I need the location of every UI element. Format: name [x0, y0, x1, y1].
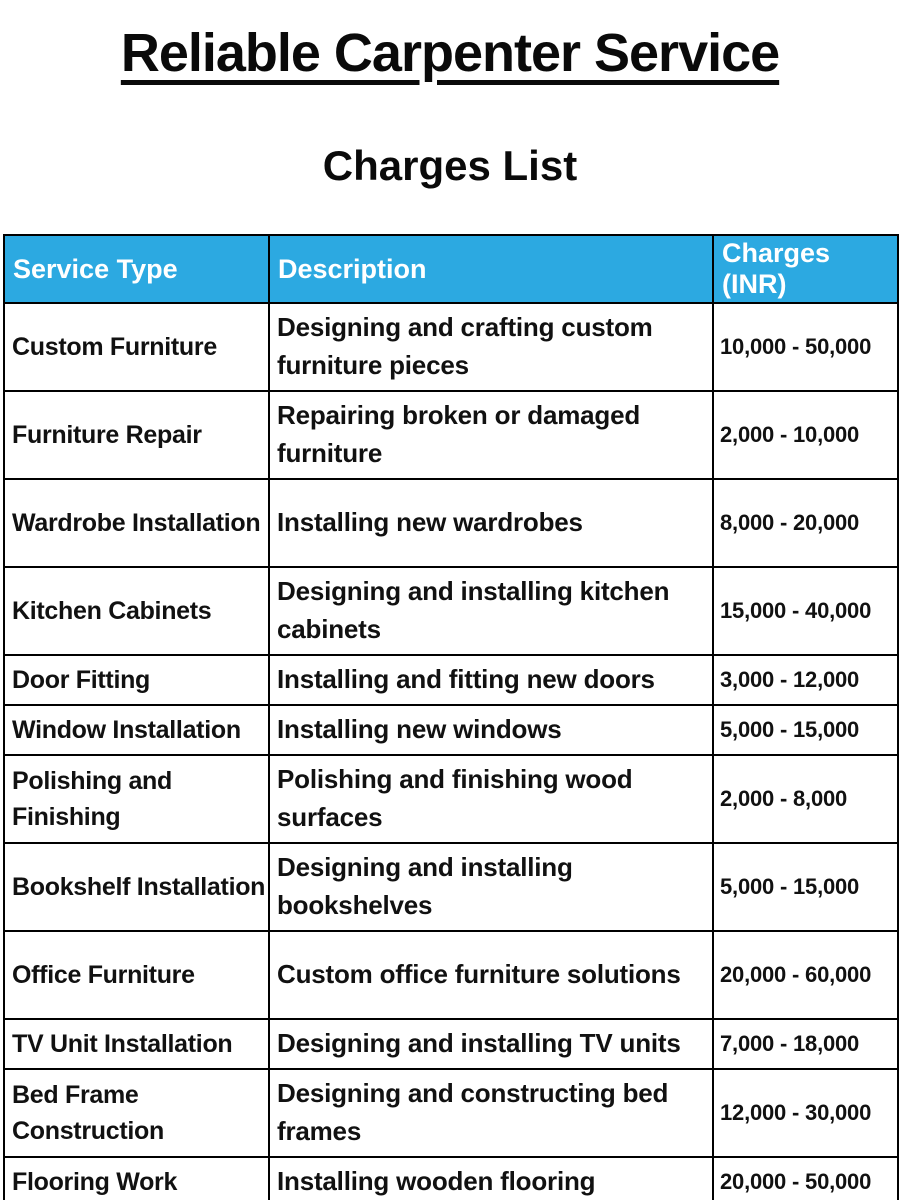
service-cell: Kitchen Cabinets [4, 567, 269, 655]
header-service-type: Service Type [4, 235, 269, 303]
table-row [4, 303, 898, 391]
description-cell: Designing and crafting custom furniture pieces [269, 303, 713, 391]
description-cell: Designing and installing kitchen cabinets [269, 567, 713, 655]
service-cell: Window Installation [4, 705, 269, 755]
table-row [4, 705, 898, 755]
charges-document [0, 22, 900, 1200]
description-cell: Designing and installing TV units [269, 1019, 713, 1069]
service-cell: Polishing and Finishing [4, 755, 269, 843]
description-cell: Designing and installing bookshelves [269, 843, 713, 931]
service-cell: Bookshelf Installation [4, 843, 269, 931]
charges-table [3, 234, 899, 1200]
charges-cell: 15,000 - 40,000 [713, 567, 898, 655]
table-row [4, 843, 898, 931]
charges-cell: 5,000 - 15,000 [713, 843, 898, 931]
service-cell: Wardrobe Installation [4, 479, 269, 567]
table-row [4, 1157, 898, 1200]
table-row [4, 1019, 898, 1069]
table-row [4, 1069, 898, 1157]
table-row [4, 655, 898, 705]
charges-cell: 20,000 - 50,000 [713, 1157, 898, 1200]
charges-cell: 20,000 - 60,000 [713, 931, 898, 1019]
charges-cell: 5,000 - 15,000 [713, 705, 898, 755]
service-cell: Furniture Repair [4, 391, 269, 479]
charges-cell: 10,000 - 50,000 [713, 303, 898, 391]
charges-cell: 3,000 - 12,000 [713, 655, 898, 705]
description-cell: Polishing and finishing wood surfaces [269, 755, 713, 843]
header-row [4, 235, 898, 303]
description-cell: Installing and fitting new doors [269, 655, 713, 705]
service-cell: Flooring Work [4, 1157, 269, 1200]
table-row [4, 931, 898, 1019]
header-description: Description [269, 235, 713, 303]
charges-cell: 2,000 - 8,000 [713, 755, 898, 843]
service-cell: TV Unit Installation [4, 1019, 269, 1069]
page-title: Reliable Carpenter Service [120, 23, 780, 83]
table-header [4, 235, 898, 303]
charges-cell: 7,000 - 18,000 [713, 1019, 898, 1069]
table-row [4, 567, 898, 655]
table-row [4, 755, 898, 843]
table-row [4, 479, 898, 567]
description-cell: Custom office furniture solutions [269, 931, 713, 1019]
description-cell: Repairing broken or damaged furniture [269, 391, 713, 479]
service-cell: Office Furniture [4, 931, 269, 1019]
service-cell: Custom Furniture [4, 303, 269, 391]
description-cell: Installing new wardrobes [269, 479, 713, 567]
description-cell: Designing and constructing bed frames [269, 1069, 713, 1157]
description-cell: Installing new windows [269, 705, 713, 755]
charges-cell: 8,000 - 20,000 [713, 479, 898, 567]
charges-cell: 2,000 - 10,000 [713, 391, 898, 479]
table-row [4, 391, 898, 479]
charges-cell: 12,000 - 30,000 [713, 1069, 898, 1157]
page-subtitle: Charges List [322, 142, 578, 189]
description-cell: Installing wooden flooring [269, 1157, 713, 1200]
service-cell: Door Fitting [4, 655, 269, 705]
table-body [4, 303, 898, 1200]
header-charges: Charges (INR) [713, 235, 898, 303]
service-cell: Bed Frame Construction [4, 1069, 269, 1157]
